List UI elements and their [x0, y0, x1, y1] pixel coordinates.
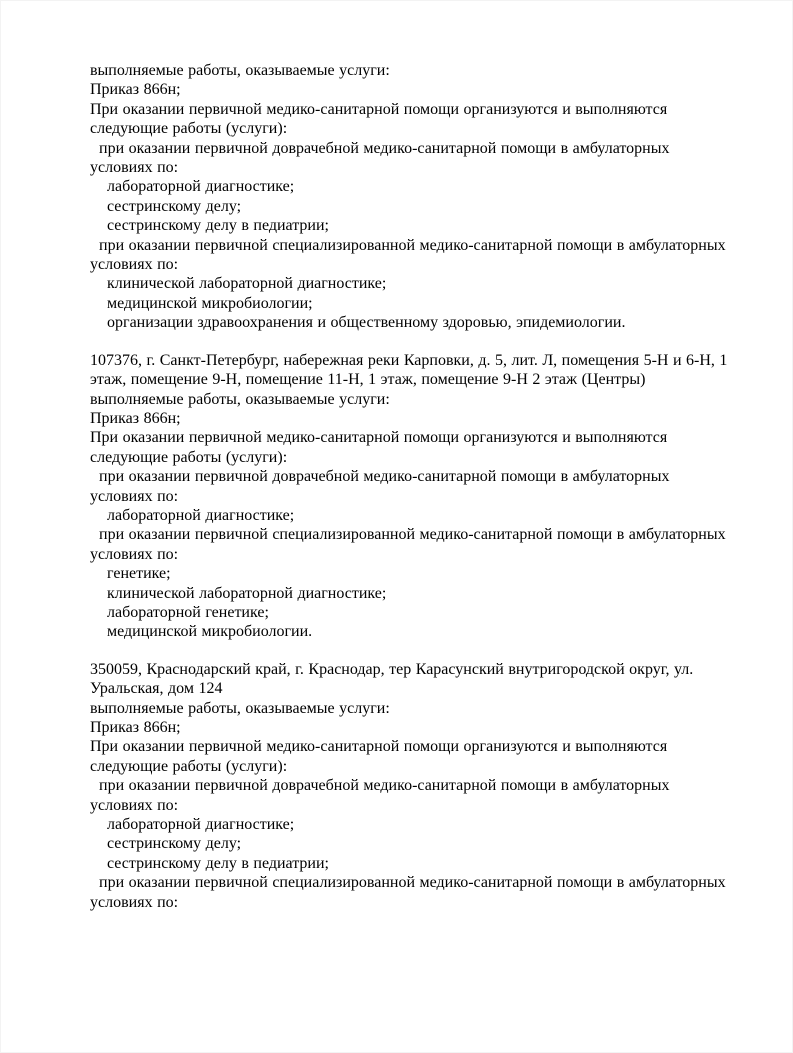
- document-text-line: Приказ 866н;: [90, 81, 181, 99]
- document-text-line: сестринскому делу в педиатрии;: [107, 854, 329, 872]
- document-text-line: организации здравоохранения и общественному здоровью, эпидемиологии.: [107, 314, 626, 332]
- document-text-line: при оказании первичной доврачебной медико-санитарной помощи в амбулаторных условиях по:: [90, 139, 670, 177]
- document-text-line: выполняемые работы, оказываемые услуги:: [90, 62, 390, 79]
- document-text-line: При оказании первичной медико-санитарной помощи организуются и выполняются следующие работы (услуги):: [90, 429, 668, 466]
- license-site-section: [90, 351, 734, 642]
- document-text-line: сестринскому делу;: [107, 835, 242, 853]
- document-text-line: при оказании первичной доврачебной медико-санитарной помощи в амбулаторных условиях по:: [90, 777, 670, 814]
- document-text-line: медицинской микробиологии.: [107, 623, 313, 641]
- document-text-line: лабораторной генетике;: [107, 603, 269, 621]
- site-address-line: 107376, г. Санкт-Петербург, набережная реки Карповки, д. 5, лит. Л, помещения 5-Н и 6-Н, 1 этаж, помещение 9-Н, помещение 11-Н, 1 этаж, помещение 9-Н 2 этаж (Центры): [90, 351, 728, 389]
- document-text-line: при оказании первичной специализированной медико-санитарной помощи в амбулаторных условиях по:: [90, 526, 726, 563]
- document-text-line: генетике;: [107, 565, 171, 583]
- document-text-line: лабораторной диагностике;: [107, 178, 295, 196]
- document-text-line: при оказании первичной специализированной медико-санитарной помощи в амбулаторных условиях по:: [90, 874, 726, 911]
- document-text-line: при оказании первичной доврачебной медико-санитарной помощи в амбулаторных условиях по:: [90, 468, 670, 505]
- license-works-services-text: [90, 61, 734, 912]
- document-text-line: При оказании первичной медико-санитарной помощи организуются и выполняются следующие работы (услуги):: [90, 738, 668, 775]
- document-text-line: медицинской микробиологии;: [107, 294, 313, 312]
- license-site-section: [90, 660, 734, 912]
- document-text-line: сестринскому делу в педиатрии;: [107, 217, 329, 235]
- document-text-line: сестринскому делу;: [107, 197, 242, 215]
- document-text-line: При оказании первичной медико-санитарной помощи организуются и выполняются следующие работы (услуги):: [90, 100, 668, 138]
- document-text-line: лабораторной диагностике;: [107, 506, 295, 524]
- license-site-section: [90, 61, 734, 333]
- document-text-line: клинической лабораторной диагностике;: [107, 275, 387, 293]
- document-text-line: выполняемые работы, оказываемые услуги:: [90, 699, 390, 717]
- document-text-line: клинической лабораторной диагностике;: [107, 584, 387, 602]
- document-text-line: при оказании первичной специализированной медико-санитарной помощи в амбулаторных условиях по:: [90, 236, 726, 274]
- site-address-line: 350059, Краснодарский край, г. Краснодар, тер Карасунский внутригородской округ, ул. Уральская, дом 124: [90, 660, 694, 698]
- document-text-line: Приказ 866н;: [90, 719, 181, 736]
- document-text-line: лабораторной диагностике;: [107, 816, 295, 834]
- document-text-line: Приказ 866н;: [90, 409, 181, 427]
- document-text-line: выполняемые работы, оказываемые услуги:: [90, 390, 390, 408]
